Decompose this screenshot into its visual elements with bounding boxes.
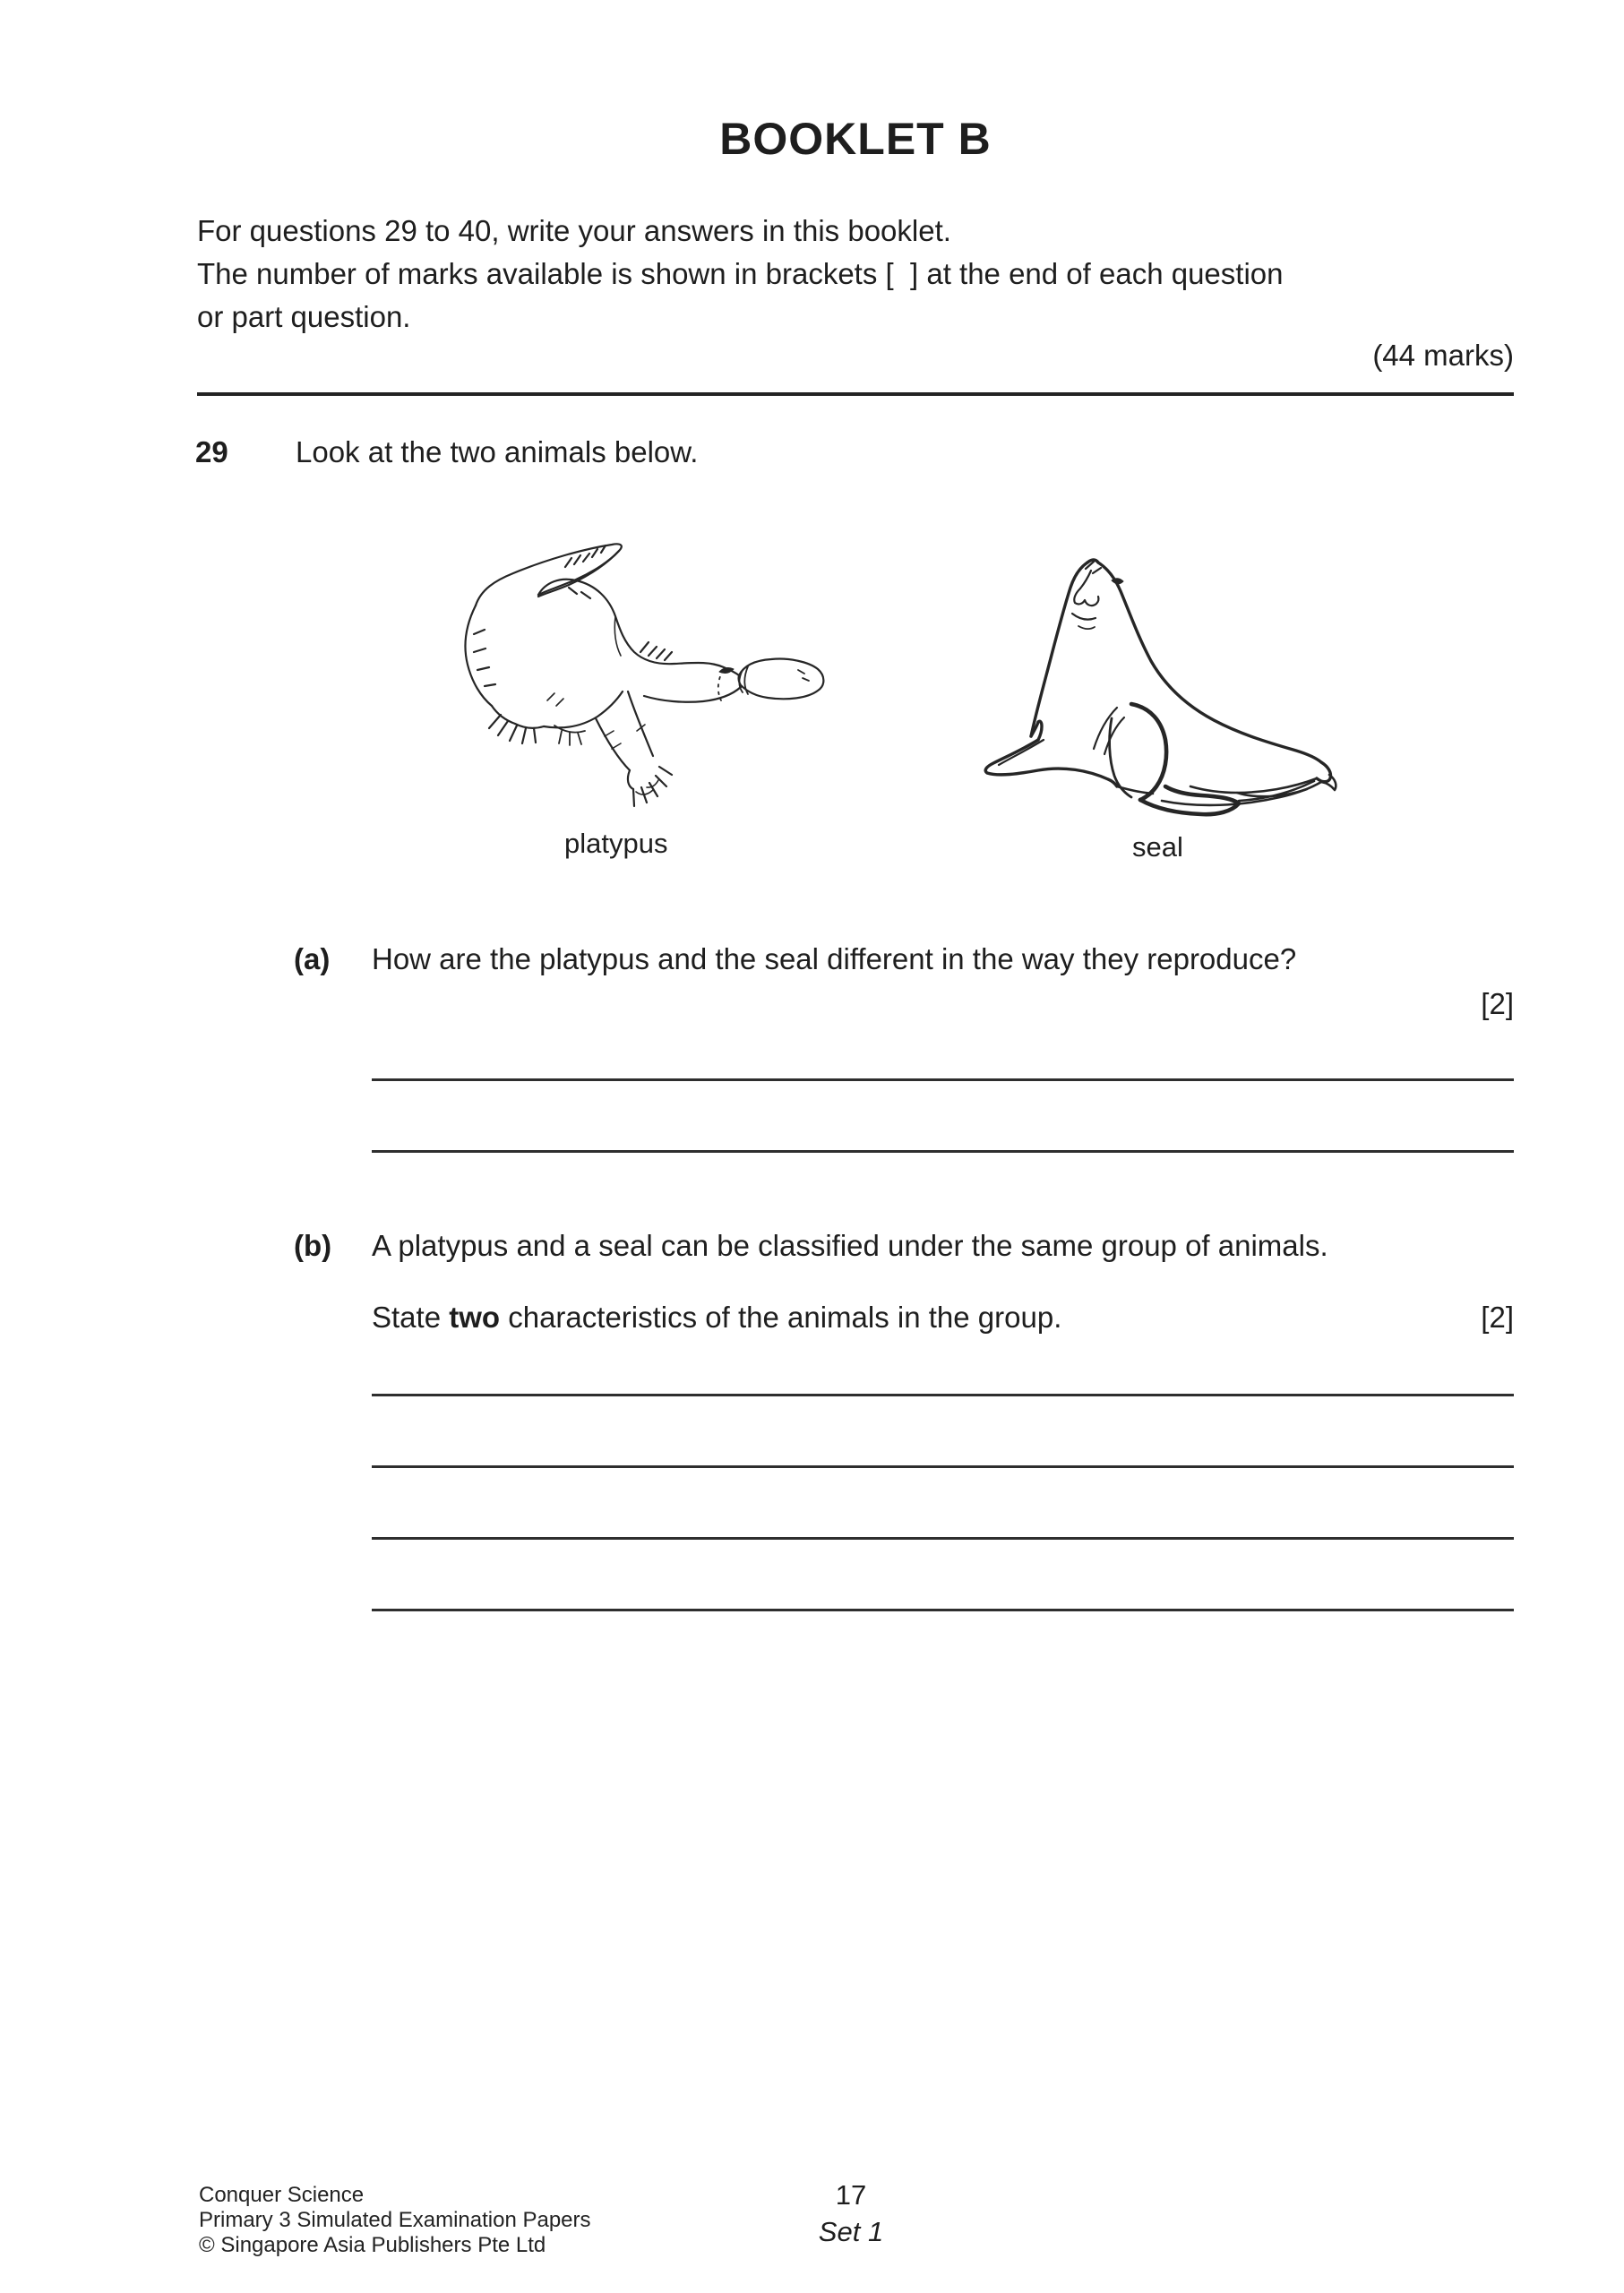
part-b-line2-suffix: characteristics of the animals in the group. <box>500 1301 1062 1334</box>
section-divider <box>197 392 1514 396</box>
part-a-marks: [2] <box>1481 987 1514 1020</box>
platypus-illustration <box>461 537 829 811</box>
seal-back <box>1098 563 1321 762</box>
platypus-tail <box>476 544 622 605</box>
footer-page-number: 17 <box>835 2179 867 2211</box>
answer-line <box>372 1078 1514 1081</box>
answer-line <box>372 1394 1514 1396</box>
part-b-line2-bold: two <box>449 1301 501 1334</box>
platypus-head-bill <box>644 659 823 702</box>
instruction-line: or part question. <box>197 300 411 333</box>
footer-set-label: Set 1 <box>818 2216 884 2247</box>
total-marks: (44 marks) <box>1372 339 1514 372</box>
part-a-text: How are the platypus and the seal different in the way they reproduce? <box>372 942 1297 975</box>
answer-line <box>372 1465 1514 1468</box>
footer-imprint <box>199 2183 591 2258</box>
part-b-marks: [2] <box>1481 1301 1514 1334</box>
question-stem: Look at the two animals below. <box>296 435 699 468</box>
platypus-belly <box>544 691 623 727</box>
part-b-text-line1: A platypus and a seal can be classified under the same group of animals. <box>372 1229 1328 1262</box>
figure-label-platypus: platypus <box>564 828 668 859</box>
seal-head <box>1031 560 1123 736</box>
instructions-block <box>197 210 1284 339</box>
part-b-line2-prefix: State <box>372 1301 450 1334</box>
question-number: 29 <box>195 435 228 468</box>
instruction-line: The number of marks available is shown in brackets [ ] at the end of each question <box>197 257 1284 290</box>
seal-illustration <box>972 557 1348 817</box>
footer-imprint-line: Primary 3 Simulated Examination Papers <box>199 2208 591 2232</box>
part-b-letter: (b) <box>294 1229 332 1262</box>
answer-line <box>372 1537 1514 1540</box>
footer-imprint-line: Conquer Science <box>199 2183 365 2207</box>
instruction-line: For questions 29 to 40, write your answers in this booklet. <box>197 214 951 247</box>
answer-line <box>372 1150 1514 1153</box>
seal-left-flipper <box>985 721 1117 786</box>
platypus-body <box>465 580 739 706</box>
footer-imprint-line: © Singapore Asia Publishers Pte Ltd <box>199 2233 546 2257</box>
answer-line <box>372 1609 1514 1611</box>
page-title: BOOKLET B <box>719 114 992 164</box>
part-a-letter: (a) <box>294 942 331 975</box>
figure-label-seal: seal <box>1132 831 1183 863</box>
platypus-rear-foot <box>489 706 585 745</box>
